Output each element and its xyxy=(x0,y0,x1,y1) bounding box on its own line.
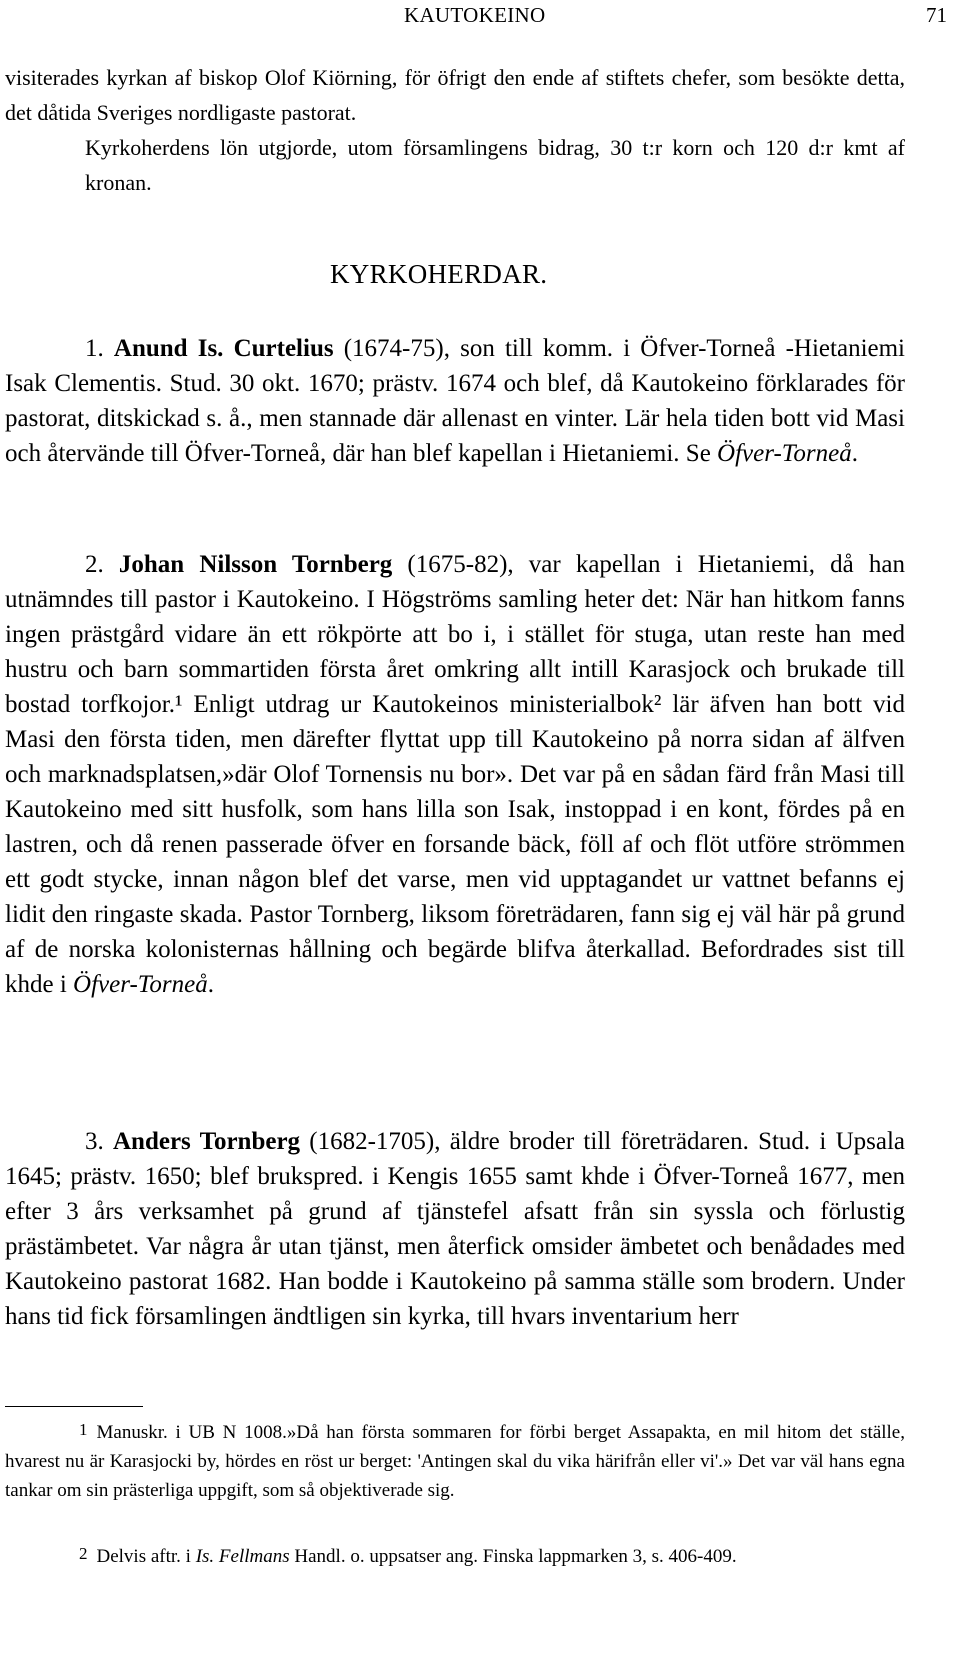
entry-number: 3. xyxy=(85,1128,104,1155)
running-title: KAUTOKEINO xyxy=(404,3,546,27)
footnote-text: Manuskr. i UB N 1008.»Då han första sommaren for förbi berget Assapakta, en mil hitom det ställe, hvarest nu är Karasjocki by, hördes en röst ur berget: 'Antingen skal du vika härifrån eller vi'.» Det var väl hans egna tankar om sin prästerliga uppgift, som så objektiverade sig. xyxy=(5,1422,905,1501)
entry-2 xyxy=(5,547,905,1002)
entry-1 xyxy=(5,331,905,471)
entry-name: Johan Nilsson Tornberg xyxy=(118,551,393,578)
entry-text-end: . xyxy=(207,971,214,998)
entry-text: (1674-75), son till komm. i Öfver-Torneå -Hietaniemi Isak Clementis. Stud. 30 okt. 1670; prästv. 1674 och blef, då Kautokeino förklarades för pastorat, ditskickad s. å., men stannade där allenast en vinter. Lär hela tiden bott vid Masi och återvände till Öfver-Torneå, där han blef kapellan i Hietaniemi. Se xyxy=(5,335,905,467)
entry-name: Anund Is. Curtelius xyxy=(113,335,334,362)
footnote-mark: 2 xyxy=(79,1544,88,1563)
entry-italic-ref: Öfver-Torneå xyxy=(73,971,208,998)
footnote-text-end: Handl. o. uppsatser ang. Finska lappmarken 3, s. 406-409. xyxy=(289,1546,737,1567)
entry-3 xyxy=(5,1124,905,1334)
entry-name: Anders Tornberg xyxy=(113,1128,301,1155)
intro-line-1: visiterades kyrkan af biskop Olof Kiörning, för öfrigt den ende af stiftets chefer, som besökte detta, det dåtida Sveriges nordligaste pastorat. xyxy=(5,65,905,125)
page-number: 71 xyxy=(926,3,947,27)
footnote-italic-ref: Is. Fellmans xyxy=(195,1546,290,1567)
footnote-divider xyxy=(5,1406,143,1407)
running-header xyxy=(0,2,960,28)
footnote-text: Delvis aftr. i xyxy=(96,1546,196,1567)
entry-text-end: . xyxy=(851,440,858,467)
entry-text: (1682-1705), äldre broder till företrädaren. Stud. i Upsala 1645; prästv. 1650; blef brukspred. i Kengis 1655 samt khde i Öfver-Torneå 1677, men efter 3 års verksamhet på grund af tjänstefel afsatt från sin syssla och förlustig prästämbetet. Var några år utan tjänst, men återfick omsider ämbetet och benådades med Kautokeino pastorat 1682. Han bodde i Kautokeino på samma ställe som brodern. Under hans tid fick församlingen ändtligen sin kyrka, till hvars inventarium herr xyxy=(5,1128,906,1330)
footnote-mark: 1 xyxy=(79,1420,88,1439)
section-title: KYRKOHERDAR. xyxy=(330,259,548,289)
entry-number: 2. xyxy=(85,551,104,578)
intro-line-2: Kyrkoherdens lön utgjorde, utom församlingens bidrag, 30 t:r korn och 120 d:r kmt af kronan. xyxy=(85,135,905,195)
entry-italic-ref: Öfver-Torneå xyxy=(717,440,852,467)
entry-text: (1675-82), var kapellan i Hietaniemi, då han utnämndes till pastor i Kautokeino. I Högströms samling heter det: När han hitkom fanns ingen prästgård vidare än ett rökpörte att bo i, i stället för stuga, utan reste han med hustru och barn sommartiden första året omkring allt intill Karasjock och brukade till bostad torfkojor.¹ Enligt utdrag ur Kautokeinos ministerialbok² lär äfven han bott vid Masi den första tiden, men därefter flyttat upp till Kautokeino på norra sidan af älfven och marknadsplatsen,»där Olof Tornensis nu bor». Det var på en sådan färd från Masi till Kautokeino med sitt husfolk, som hans lilla son Isak, instoppad i en kont, fördes på en lastren, och då renen passerade öfver en forsande bäck, föll af och flöt utföre strömmen ett godt stycke, innan någon blef det varse, men vid upptagandet ur vattnet befanns ej lidit den ringaste skada. Pastor Tornberg, liksom företrädaren, fann sig ej väl här på grund af de norska kolonisternas hållning och begärde blifva återkallad. Befordrades sist till khde i xyxy=(5,551,906,998)
footnote-1 xyxy=(5,1418,905,1505)
entry-number: 1. xyxy=(85,335,104,362)
footnote-2 xyxy=(5,1542,905,1571)
intro-paragraph xyxy=(5,60,905,200)
